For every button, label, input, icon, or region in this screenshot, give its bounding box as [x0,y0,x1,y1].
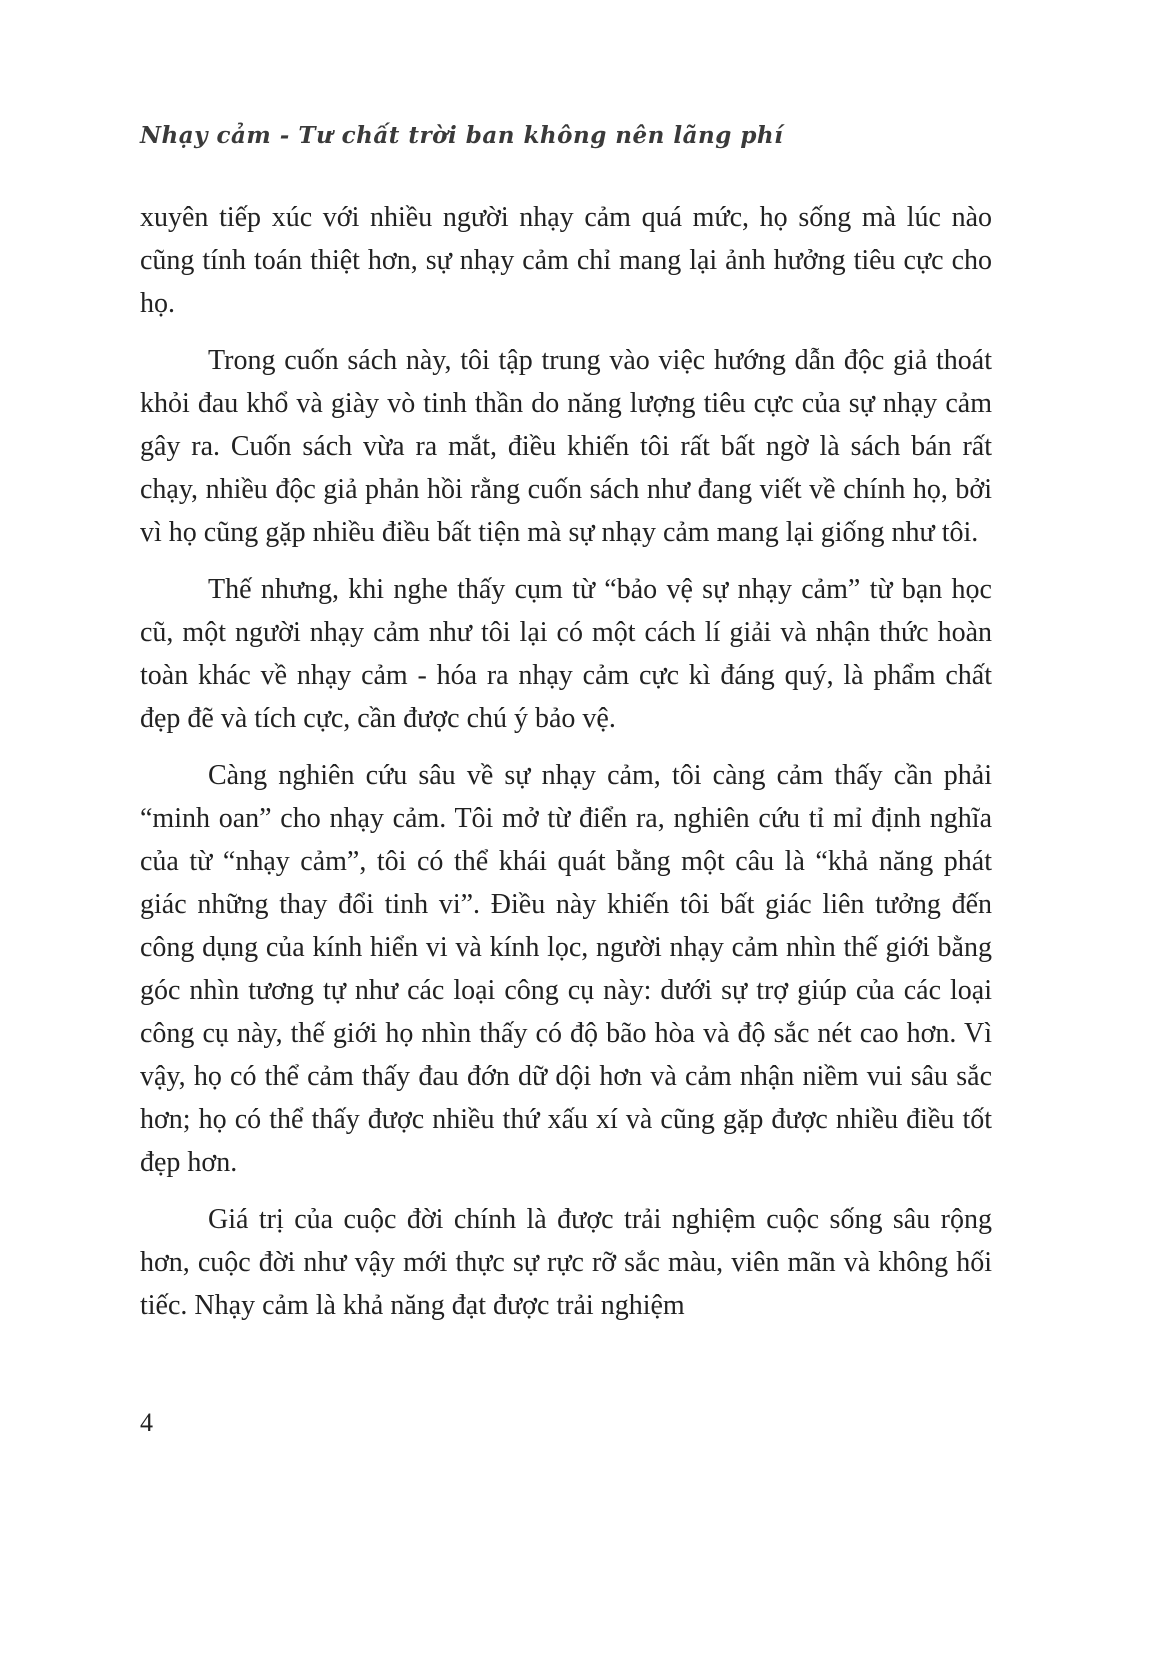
paragraph: Trong cuốn sách này, tôi tập trung vào việc hướng dẫn độc giả thoát khỏi đau khổ và giày vò tinh thần do năng lượng tiêu cực của sự nhạy cảm gây ra. Cuốn sách vừa ra mắt, điều khiến tôi rất bất ngờ là sách bán rất chạy, nhiều độc giả phản hồi rằng cuốn sách như đang viết về chính họ, bởi vì họ cũng gặp nhiều điều bất tiện mà sự nhạy cảm mang lại giống như tôi. [140,345,992,548]
page-number: 4 [140,1408,153,1437]
running-header: Nhạy cảm - Tư chất trời ban không nên lãng phí [140,122,784,149]
paragraph: Giá trị của cuộc đời chính là được trải nghiệm cuộc sống sâu rộng hơn, cuộc đời như vậy mới thực sự rực rỡ sắc màu, viên mãn và không hối tiếc. Nhạy cảm là khả năng đạt được trải nghiệm [140,1204,992,1321]
paragraph: Thế nhưng, khi nghe thấy cụm từ “bảo vệ sự nhạy cảm” từ bạn học cũ, một người nhạy cảm như tôi lại có một cách lí giải và nhận thức hoàn toàn khác về nhạy cảm - hóa ra nhạy cảm cực kì đáng quý, là phẩm chất đẹp đẽ và tích cực, cần được chú ý bảo vệ. [140,574,992,734]
page-content [140,196,992,1341]
paragraph: xuyên tiếp xúc với nhiều người nhạy cảm quá mức, họ sống mà lúc nào cũng tính toán thiệt hơn, sự nhạy cảm chỉ mang lại ảnh hưởng tiêu cực cho họ. [140,202,992,319]
paragraph: Càng nghiên cứu sâu về sự nhạy cảm, tôi càng cảm thấy cần phải “minh oan” cho nhạy cảm. Tôi mở từ điển ra, nghiên cứu tỉ mỉ định nghĩa của từ “nhạy cảm”, tôi có thể khái quát bằng một câu là “khả năng phát giác những thay đổi tinh vi”. Điều này khiến tôi bất giác liên tưởng đến công dụng của kính hiển vi và kính lọc, người nhạy cảm nhìn thế giới bằng góc nhìn tương tự như các loại công cụ này: dưới sự trợ giúp của các loại công cụ này, thế giới họ nhìn thấy có độ bão hòa và độ sắc nét cao hơn. Vì vậy, họ có thể cảm thấy đau đớn dữ dội hơn và cảm nhận niềm vui sâu sắc hơn; họ có thể thấy được nhiều thứ xấu xí và cũng gặp được nhiều điều tốt đẹp hơn. [140,760,992,1178]
